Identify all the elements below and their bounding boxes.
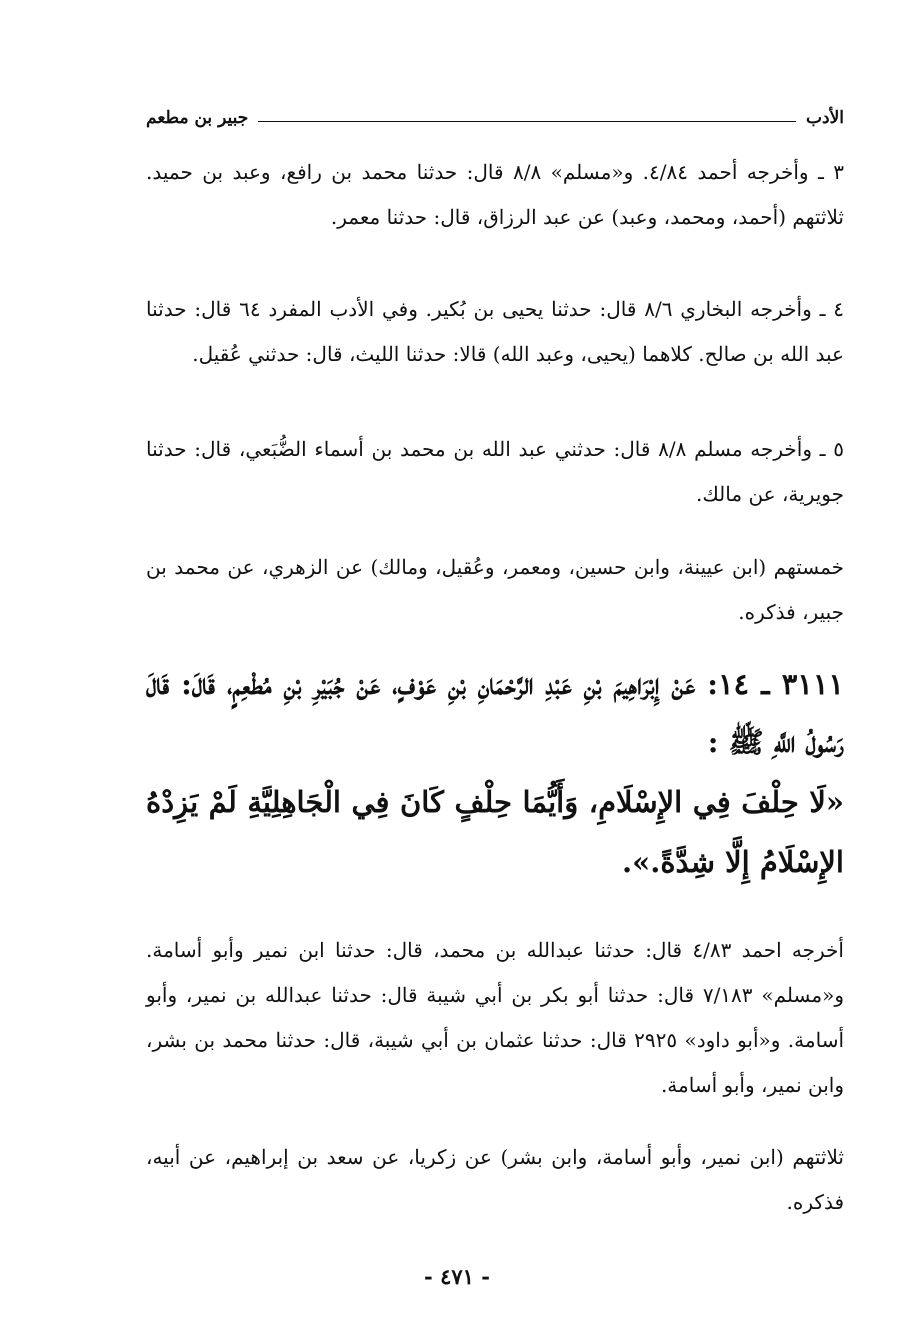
header-chapter-title: جبير بن مطعم xyxy=(146,108,249,128)
note-paragraph: أخرجه احمد ٤/٨٣ قال: حدثنا عبدالله بن محمد، قال: حدثنا ابن نمير وأبو أسامة. و«مسلم» ٧/١٨٣ قال: حدثنا أبو بكر بن أبي شيبة قال: حدثنا عبدالله بن نمير، وأبو أسامة. و«أبو داود» ٢٩٢٥ قال: حدثنا عثمان بن أبي شيبة، قال: حدثنا محمد بن بشر، وابن نمير، وأبو أسامة. xyxy=(146,938,845,1097)
page-number: - ٤٧١ - xyxy=(424,1264,490,1289)
note-3 xyxy=(146,150,844,240)
hadith-isnad: ٣١١١ ـ ١٤: عَنْ إِبْرَاهِيمَ بْنِ عَبْدِ الرَّحْمَانِ بْنِ عَوْفٍ، عَنْ جُبَيْرِ بْنِ مُطْعِمٍ، قَالَ: قَالَ رَسُولُ اللَّهِ ﷺ : xyxy=(146,667,844,759)
header-section-title: الأدب xyxy=(806,108,844,128)
note-4 xyxy=(146,287,844,377)
note-paragraph: ٤ ـ وأخرجه البخاري ٨/٦ قال: حدثنا يحيى بن بُكير. وفي الأدب المفرد ٦٤ قال: حدثنا عبد الله بن صالح. كلاهما (يحيى، وعبد الله) قالا: حدثنا الليث، قال: حدثني عُقيل. xyxy=(146,297,844,366)
note-summary xyxy=(146,545,844,635)
running-header xyxy=(146,98,844,128)
hadith-matn xyxy=(146,772,844,892)
note-paragraph: ٥ ـ وأخرجه مسلم ٨/٨ قال: حدثني عبد الله بن محمد بن أسماء الضُّبَعي، قال: حدثنا جويرية، عن مالك. xyxy=(146,437,844,506)
note-paragraph: ٣ ـ وأخرجه أحمد ٤/٨٤. و«مسلم» ٨/٨ قال: حدثنا محمد بن رافع، وعبد بن حميد. ثلاثتهم (أحمد، ومحمد، وعبد) عن عبد الرزاق، قال: حدثنا معمر. xyxy=(146,160,844,229)
note-paragraph: ثلاثتهم (ابن نمير، وأبو أسامة، وابن بشر) عن زكريا، عن سعد بن إبراهيم، عن أبيه، فذكره. xyxy=(146,1145,844,1214)
header-rule xyxy=(258,121,796,122)
takhrij-note xyxy=(146,928,844,1108)
note-paragraph: خمستهم (ابن عيينة، وابن حسين، ومعمر، وعُقيل، ومالك) عن الزهري، عن محمد بن جبير، فذكره. xyxy=(146,555,844,624)
takhrij-summary xyxy=(146,1135,844,1225)
hadith-text: «لَا حِلْفَ فِي الإِسْلَامِ، وَأَيُّمَا حِلْفٍ كَانَ فِي الْجَاهِلِيَّةِ لَمْ يَزِدْهُ الإِسْلَامُ إِلَّا شِدَّةً.». xyxy=(146,785,844,879)
hadith-heading xyxy=(146,655,844,771)
note-5 xyxy=(146,427,844,517)
